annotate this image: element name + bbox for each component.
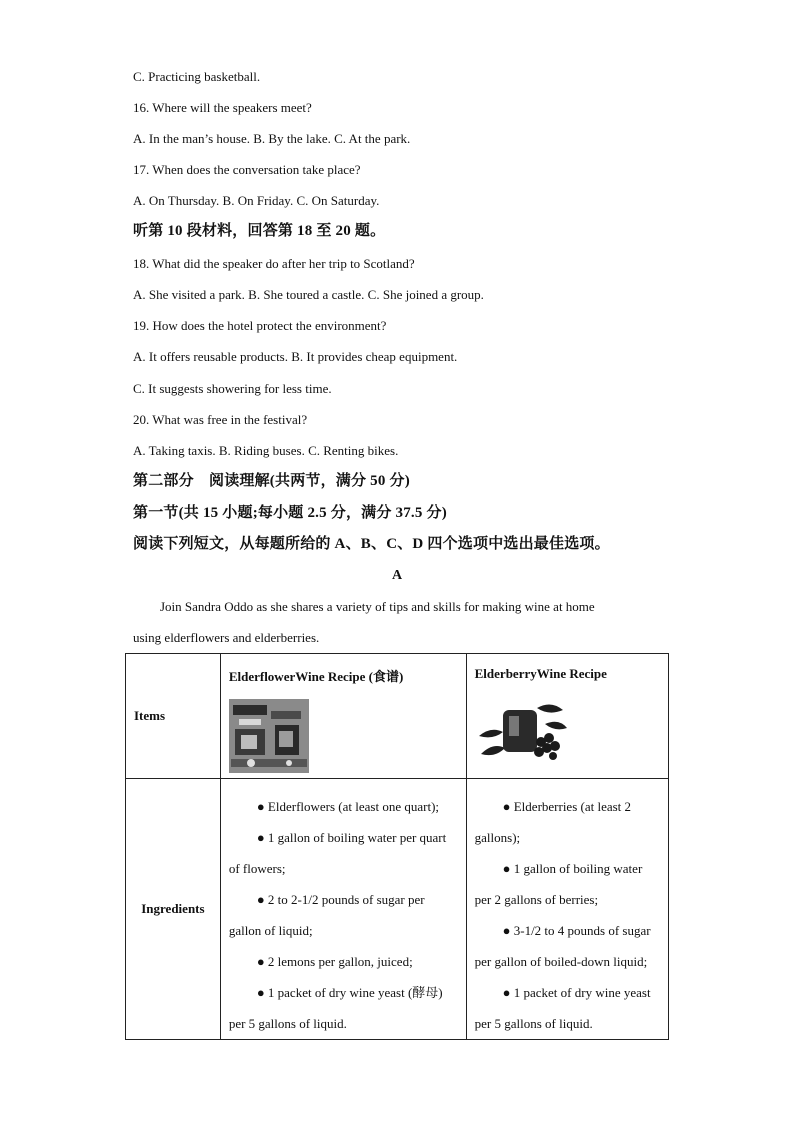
elderberry-recipe-title: ElderberryWine Recipe xyxy=(474,666,607,681)
part-2-heading: 第二部分 阅读理解(共两节，满分 50 分) xyxy=(133,473,410,489)
question-19: 19. How does the hotel protect the environment? xyxy=(133,318,387,333)
question-19-options: A. It offers reusable products. B. It provides cheap equipment. xyxy=(133,349,458,364)
elderberry-ingredients-cell xyxy=(466,779,668,1040)
section-1-heading: 第一节(共 15 小题;每小题 2.5 分，满分 37.5 分) xyxy=(133,505,447,521)
question-19-option-c: C. It suggests showering for less time. xyxy=(133,381,332,396)
elderflower-ingredients-cell xyxy=(220,779,466,1040)
passage-label: A xyxy=(391,568,403,583)
section-10-heading: 听第 10 段材料，回答第 18 至 20 题。 xyxy=(133,223,386,239)
ingredient-line: ● Elderflowers (at least one quart); xyxy=(256,799,440,814)
table-row xyxy=(126,654,669,779)
elderflower-wine-photo xyxy=(229,699,309,773)
items-label: Items xyxy=(126,654,221,779)
question-17: 17. When does the conversation take place? xyxy=(133,162,361,177)
question-18-options: A. She visited a park. B. She toured a castle. C. She joined a group. xyxy=(133,287,484,302)
question-16: 16. Where will the speakers meet? xyxy=(133,100,312,115)
ingredients-label: Ingredients xyxy=(126,779,221,1040)
elderflower-image-wrap xyxy=(221,685,466,777)
question-18: 18. What did the speaker do after her trip to Scotland? xyxy=(133,256,415,271)
question-16-options: A. In the man’s house. B. By the lake. C. At the park. xyxy=(133,131,411,146)
ingredient-line: ● Elderberries (at least 2 xyxy=(502,799,632,814)
recipe-table xyxy=(125,653,669,1040)
reading-instruction: 阅读下列短文，从每题所给的 A、B、C、D 四个选项中选出最佳选项。 xyxy=(133,536,610,552)
ingredient-line: ● 3-1/2 to 4 pounds of sugar xyxy=(502,923,651,938)
ingredient-line: gallons); xyxy=(474,830,521,845)
ingredient-line: gallon of liquid; xyxy=(228,923,313,938)
elderflower-header-cell xyxy=(220,654,466,779)
ingredient-line: ● 2 to 2-1/2 pounds of sugar per xyxy=(256,892,425,907)
q15-option-c: C. Practicing basketball. xyxy=(133,69,261,84)
ingredient-line: per gallon of boiled-down liquid; xyxy=(474,954,648,969)
passage-intro-line-2: using elderflowers and elderberries. xyxy=(133,630,320,645)
question-20: 20. What was free in the festival? xyxy=(133,412,308,427)
elderberry-image-wrap xyxy=(467,682,668,772)
ingredient-line: ● 1 packet of dry wine yeast (酵母) xyxy=(256,985,443,1000)
ingredient-line: ● 1 gallon of boiling water xyxy=(502,861,643,876)
ingredient-line: per 5 gallons of liquid. xyxy=(228,1016,347,1031)
ingredient-line: per 2 gallons of berries; xyxy=(474,892,599,907)
ingredient-line: per 5 gallons of liquid. xyxy=(474,1016,593,1031)
ingredient-line: ● 2 lemons per gallon, juiced; xyxy=(256,954,413,969)
ingredient-line: of flowers; xyxy=(228,861,286,876)
elderberry-photo xyxy=(475,696,569,768)
elderflower-ingredients xyxy=(221,779,466,1039)
question-17-options: A. On Thursday. B. On Friday. C. On Saturday. xyxy=(133,193,380,208)
ingredient-line: ● 1 gallon of boiling water per quart xyxy=(256,830,447,845)
elderflower-recipe-title: ElderflowerWine Recipe (食谱) xyxy=(228,669,404,684)
passage-intro-line-1: Join Sandra Oddo as she shares a variety of tips and skills for making wine at home xyxy=(160,599,595,614)
question-20-options: A. Taking taxis. B. Riding buses. C. Renting bikes. xyxy=(133,443,399,458)
elderberry-ingredients xyxy=(467,779,668,1039)
elderberry-header-cell xyxy=(466,654,668,779)
ingredient-line: ● 1 packet of dry wine yeast xyxy=(502,985,651,1000)
table-row xyxy=(126,779,669,1040)
